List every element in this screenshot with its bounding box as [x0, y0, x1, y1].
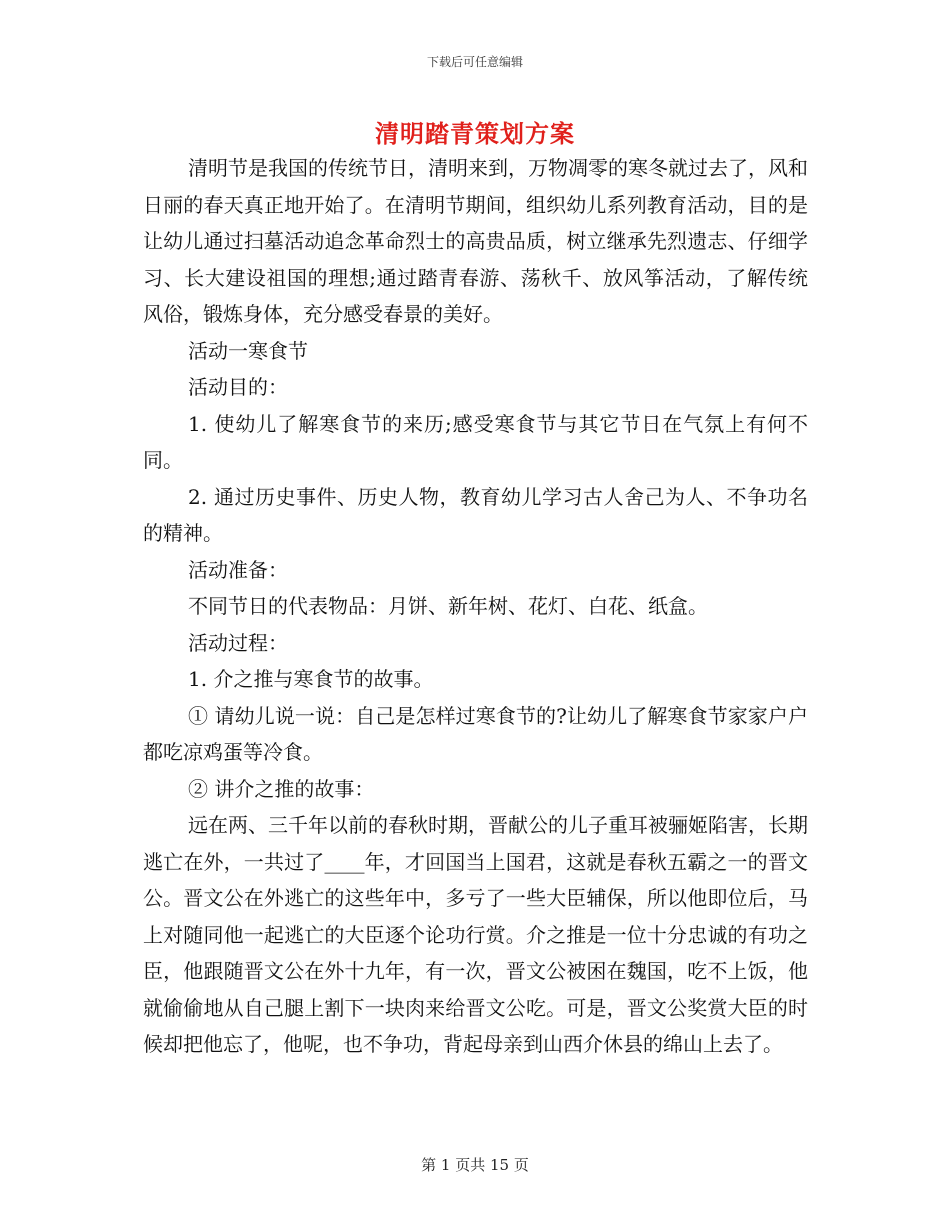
- purpose-item-1: 1. 使幼儿了解寒食节的来历;感受寒食节与其它节日在气氛上有何不同。: [143, 411, 808, 472]
- purpose-item-2: 2. 通过历史事件、历史人物，教育幼儿学习古人舍己为人、不争功名的精神。: [143, 484, 808, 545]
- process-subitem-1: ① 请幼儿说一说：自己是怎样过寒食节的?让幼儿了解寒食节家家户户都吃凉鸡蛋等冷食。: [143, 703, 808, 764]
- story-paragraph: 远在两、三千年以前的春秋时期，晋献公的儿子重耳被骊姬陷害，长期逃亡在外，一共过了____年，才回国当上国君，这就是春秋五霸之一的晋文公。晋文公在外逃亡的这些年中，多亏了一些大臣辅保，所以他即位后，马上对随同他一起逃亡的大臣逐个论功行赏。介之推是一位十分忠诚的有功之臣，他跟随晋文公在外十九年，有一次，晋文公被困在魏国，吃不上饭，他就偷偷地从自己腿上割下一块肉来给晋文公吃。可是，晋文公奖赏大臣的时候却把他忘了，他呢，也不争功，背起母亲到山西介休县的绵山上去了。: [143, 813, 808, 1056]
- process-item-1: 1. 介之推与寒食节的故事。: [188, 667, 434, 691]
- intro-paragraph: 清明节是我国的传统节日，清明来到，万物凋零的寒冬就过去了，风和日丽的春天真正地开始了。在清明节期间，组织幼儿系列教育活动，目的是让幼儿通过扫墓活动追念革命烈士的高贵品质，树立继承先烈遗志、仔细学习、长大建设祖国的理想;通过踏青春游、荡秋千、放风筝活动，了解传统风俗，锻炼身体，充分感受春景的美好。: [143, 156, 808, 326]
- preparation-text: 不同节日的代表物品：月饼、新年树、花灯、白花、纸盒。: [188, 594, 708, 618]
- header-note: 下载后可任意编辑: [426, 55, 523, 69]
- section-label-preparation: 活动准备：: [188, 557, 288, 582]
- page-footer: 第 1 页共 15 页: [421, 1156, 529, 1174]
- process-subitem-2: ② 讲介之推的故事：: [188, 776, 375, 801]
- activity-heading: 活动一寒食节: [188, 338, 308, 363]
- page-title: 清明踏青策划方案: [375, 119, 575, 148]
- section-label-process: 活动过程：: [188, 630, 288, 655]
- document-body: [143, 150, 808, 1063]
- section-label-purpose: 活动目的：: [188, 375, 288, 399]
